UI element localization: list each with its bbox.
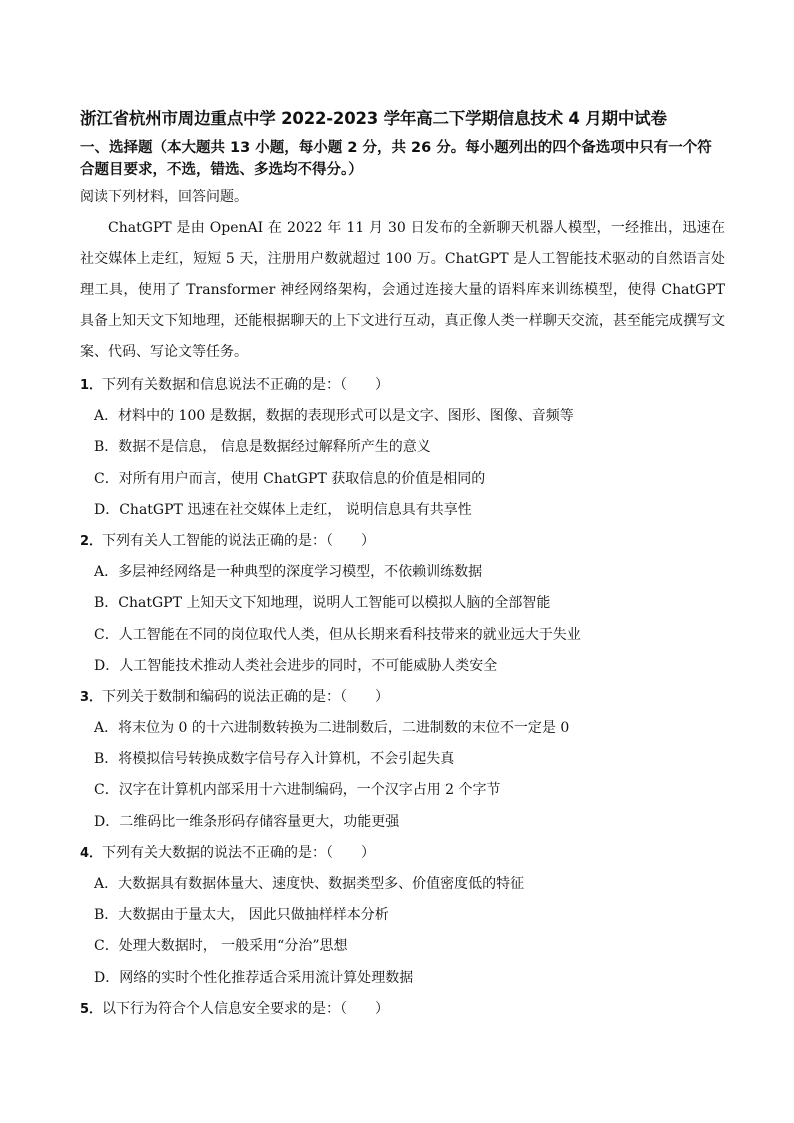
question-text: 以下行为符合个人信息安全要求的是：（ ） — [102, 1000, 390, 1017]
question-5 — [80, 994, 725, 1025]
question-stem — [80, 994, 725, 1025]
answer-option: D．人工智能技术推动人类社会进步的同时，不可能威胁人类安全 — [94, 657, 498, 674]
question-number: 2． — [80, 533, 103, 549]
answer-option: A．大数据具有数据体量大、速度快、数据类型多、价值密度低的特征 — [94, 876, 525, 892]
answer-option: A．将末位为 0 的十六进制数转换为二进制数后，二进制数的末位不一定是 0 — [94, 720, 570, 737]
question-text: 下列有关数据和信息说法不正确的是：（ ） — [102, 377, 390, 393]
question-list — [80, 370, 725, 1025]
answer-option: D．二维码比一维条形码存储容量更大，功能更强 — [94, 813, 400, 830]
question-number: 4． — [80, 845, 103, 861]
question-stem — [80, 370, 725, 401]
answer-option: D．网络的实时个性化推荐适合采用流计算处理数据 — [94, 969, 414, 986]
question-1 — [80, 370, 725, 526]
question-number: 1． — [80, 378, 103, 393]
question-number: 3． — [80, 689, 103, 705]
question-text: 下列关于数制和编码的说法正确的是：（ ） — [102, 688, 390, 705]
reading-passage: ChatGPT 是由 OpenAI 在 2022 年 11 月 30 日发布的全新聊天机器人模型，一经推出，迅速在社交媒体上走红，短短 5 天，注册用户数就超过 100 万。ChatGPT 是人工智能技术驱动的自然语言处理工具，使用了 Transformer 神经网络架构，会通过连接大量的语料库来训练模型，使得 ChatGPT 具备上知天文下知地理，还能根据聊天的上下文进行互动，真正像人类一样聊天交流，甚至能完成撰写文案、代码、写论文等任务。 — [80, 220, 725, 360]
question-text: 下列有关大数据的说法不正确的是：（ ） — [102, 844, 376, 861]
answer-option: B．ChatGPT 上知天文下知地理，说明人工智能可以模拟人脑的全部智能 — [94, 595, 551, 612]
answer-option: C．处理大数据时， 一般采用“分治”思想 — [94, 938, 348, 955]
question-stem — [80, 682, 725, 713]
exam-title: 浙江省杭州市周边重点中学 2022-2023 学年高二下学期信息技术 4 月期中试卷 — [80, 109, 667, 128]
question-stem — [80, 838, 725, 869]
question-4 — [80, 838, 725, 994]
question-2 — [80, 526, 725, 682]
answer-option: B．将模拟信号转换成数字信号存入计算机，不会引起失真 — [94, 751, 455, 768]
answer-option: C．人工智能在不同的岗位取代人类，但从长期来看科技带来的就业远大于失业 — [94, 626, 581, 643]
answer-option: C．汉字在计算机内部采用十六进制编码，一个汉字占用 2 个字节 — [94, 782, 501, 799]
section-heading: 一、选择题（本大题共 13 小题，每小题 2 分，共 26 分。每小题列出的四个备选项中只有一个符合题目要求，不选，错选、多选均不得分。） — [80, 140, 712, 178]
question-stem — [80, 526, 725, 557]
answer-option: B．数据不是信息， 信息是数据经过解释所产生的意义 — [94, 439, 431, 456]
answer-option: A．多层神经网络是一种典型的深度学习模型，不依赖训练数据 — [94, 564, 483, 581]
reading-instruction: 阅读下列材料，回答问题。 — [80, 189, 248, 205]
answer-option: D．ChatGPT 迅速在社交媒体上走红， 说明信息具有共享性 — [94, 501, 472, 518]
question-number: 5． — [80, 1001, 103, 1017]
answer-option: A．材料中的 100 是数据，数据的表现形式可以是文字、图形、图像、音频等 — [94, 408, 574, 425]
question-3 — [80, 682, 725, 838]
question-text: 下列有关人工智能的说法正确的是：（ ） — [102, 532, 376, 549]
answer-option: B．大数据由于量太大， 因此只做抽样样本分析 — [94, 907, 389, 924]
answer-option: C．对所有用户而言，使用 ChatGPT 获取信息的价值是相同的 — [94, 470, 486, 487]
